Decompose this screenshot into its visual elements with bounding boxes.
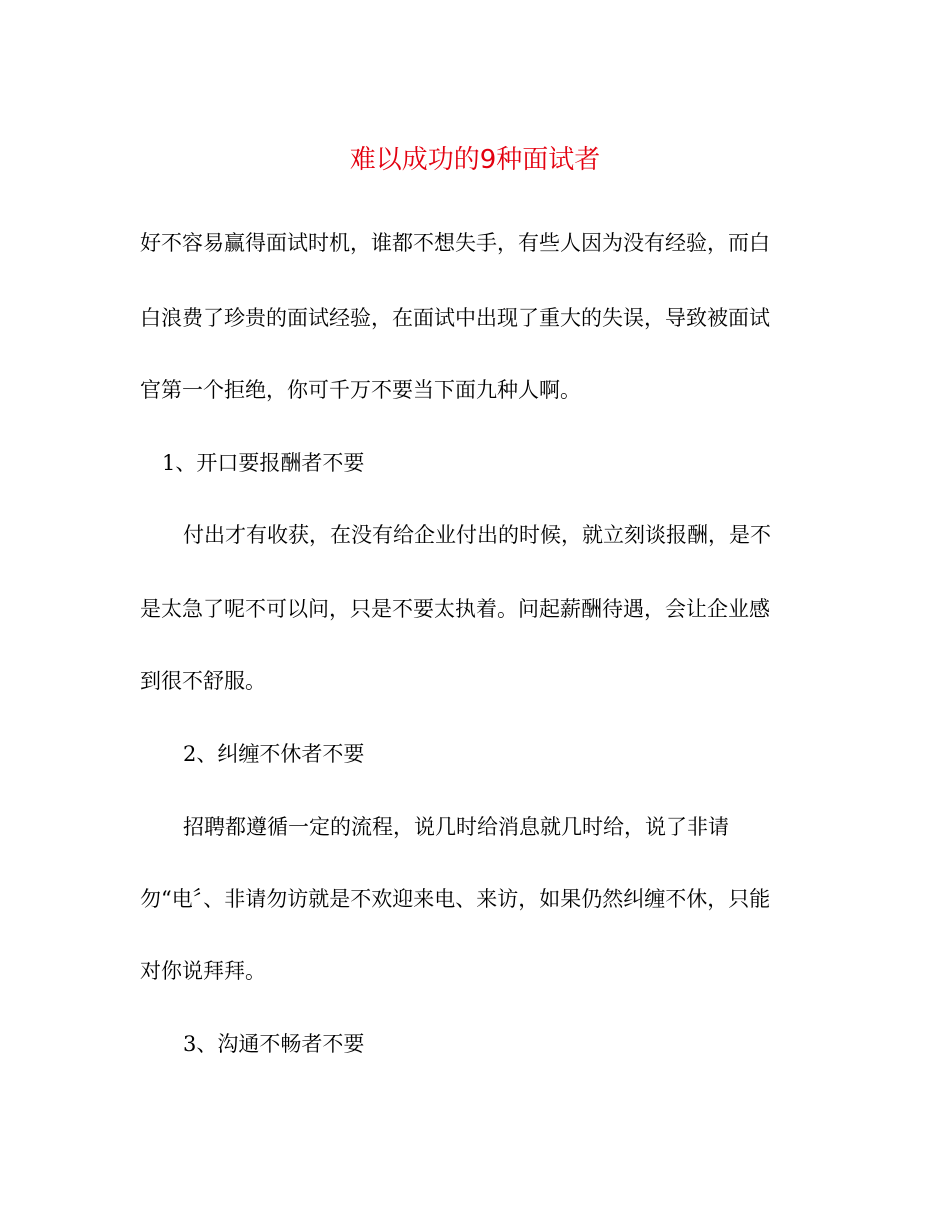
paragraph-line: 白浪费了珍贵的面试经验，在面试中出现了重大的失误，导致被面试 (140, 306, 770, 330)
paragraph-line: 好不容易赢得面试时机，谁都不想失手，有些人因为没有经验，而白 (140, 231, 770, 255)
paragraph-line: 勿“电〞、非请勿访就是不欢迎来电、来访，如果仍然纠缠不休，只能 (140, 887, 771, 911)
section-heading-1: 1、开口要报酬者不要 (162, 451, 365, 475)
paragraph-line: 付出才有收获，在没有给企业付出的时候，就立刻谈报酬，是不 (183, 523, 771, 547)
section-heading-3: 3、沟通不畅者不要 (183, 1032, 365, 1056)
section-heading-2: 2、纠缠不休者不要 (183, 742, 365, 766)
paragraph-line: 是太急了呢不可以问，只是不要太执着。问起薪酬待遇，会让企业感 (140, 597, 770, 621)
paragraph-line: 招聘都遵循一定的流程，说几时给消息就几时给，说了非请 (183, 815, 729, 839)
document-title: 难以成功的9种面试者 (349, 145, 601, 175)
paragraph-line: 官第一个拒绝，你可千万不要当下面九种人啊。 (140, 378, 581, 402)
paragraph-line: 到很不舒服。 (140, 669, 266, 693)
paragraph-line: 对你说拜拜。 (140, 959, 266, 983)
